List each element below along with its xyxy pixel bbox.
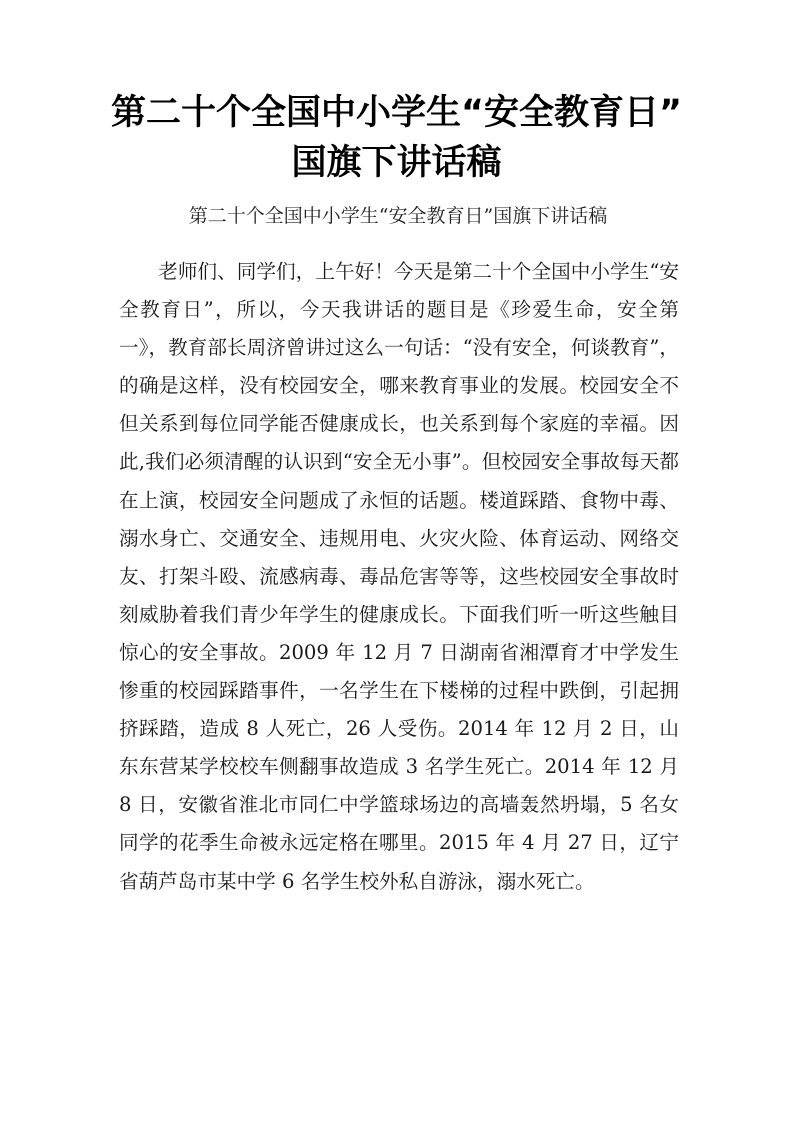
document-title-line-1: 第二十个全国中小学生“安全教育日” (110, 93, 682, 133)
body-paragraph: 老师们、同学们，上午好！今天是第二十个全国中小学生“安全教育日”，所以，今天我讲话的题目是《珍爱生命，安全第一》，教育部长周济曾讲过这么一句话：“没有安全，何谈教育”，的确是这样，没有校园安全，哪来教育事业的发展。校园安全不但关系到每位同学能否健康成长，也关系到每个家庭的幸福。因此,我们必须清醒的认识到“安全无小事”。但校园安全事故每天都在上演，校园安全问题成了永恒的话题。楼道踩踏、食物中毒、溺水身亡、交通安全、违规用电、火灾火险、体育运动、网络交友、打架斗殴、流感病毒、毒品危害等等，这些校园安全事故时刻威胁着我们青少年学生的健康成长。下面我们听一听这些触目惊心的安全事故。2009 年 12 月 7 日湖南省湘潭育才中学发生惨重的校园踩踏事件，一名学生在下楼梯的过程中跌倒，引起拥挤踩踏，造成 8 人死亡，26 人受伤。2014 年 12 月 2 日，山东东营某学校校车侧翻事故造成 3 名学生死亡。2014 年 12 月 8 日，安徽省淮北市同仁中学篮球场边的高墙轰然坍塌，5 名女同学的花季生命被永远定格在哪里。2015 年 4 月 27 日，辽宁省葫芦岛市某中学 6 名学生校外私自游泳，溺水死亡。 (119, 260, 679, 893)
document-title-line-2: 国旗下讲话稿 (291, 143, 502, 183)
document-title (60, 88, 733, 188)
document-subtitle: 第二十个全国中小学生“安全教育日”国旗下讲话稿 (188, 205, 608, 227)
